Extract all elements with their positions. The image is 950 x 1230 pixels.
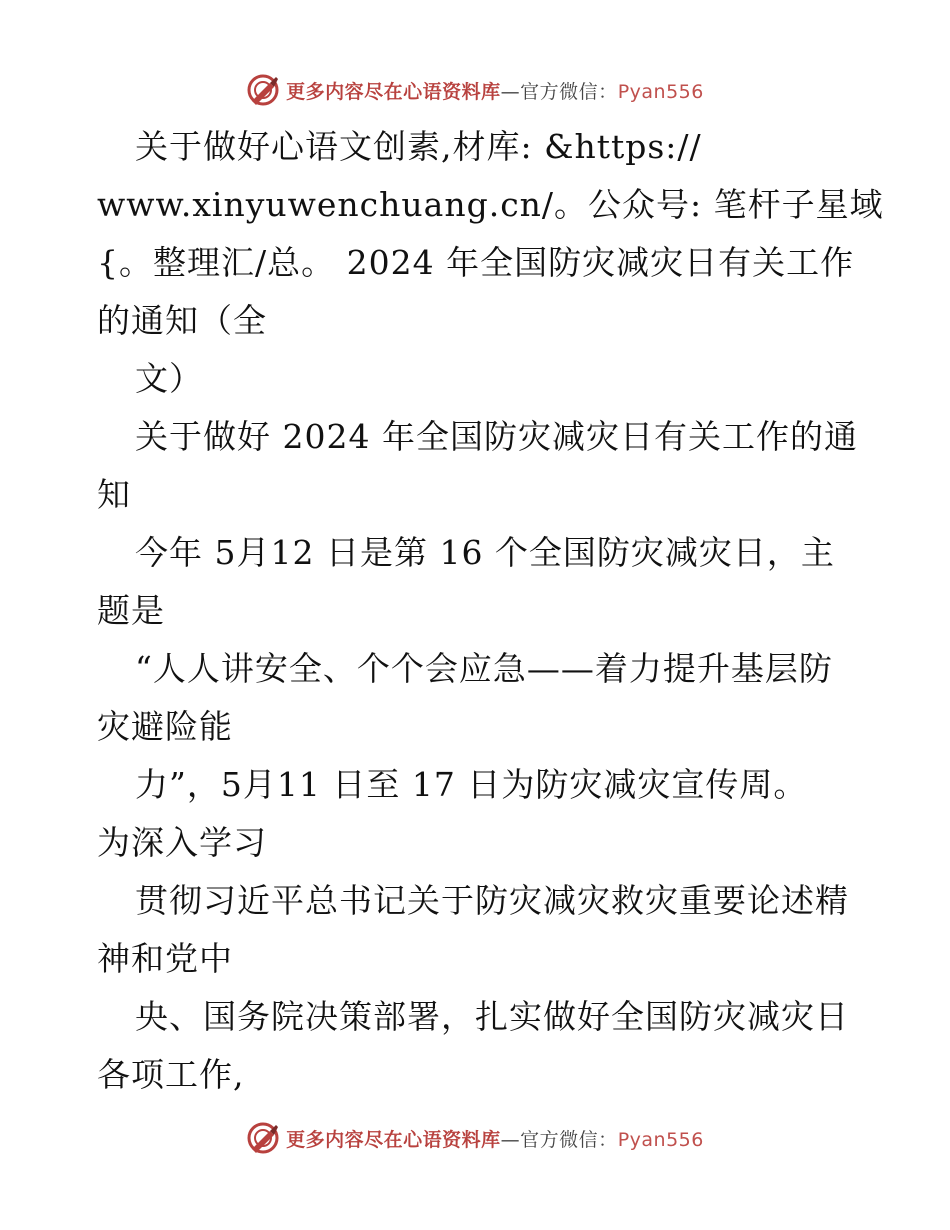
text-line: 各项工作, bbox=[97, 1055, 245, 1094]
text-line: 神和党中 bbox=[97, 939, 233, 978]
text-line: 文） bbox=[135, 359, 203, 398]
text-line: “人人讲安全、个个会应急——着力提升基层防 bbox=[135, 649, 833, 688]
header-banner bbox=[0, 70, 950, 110]
text-line: 题是 bbox=[97, 591, 165, 630]
text-line: 的通知（全 bbox=[97, 301, 267, 340]
text-line: 关于做好心语文创素,材库: &https:// bbox=[135, 127, 702, 166]
text-line: {。整理汇/总。 2024 年全国防灾减灾日有关工作 bbox=[97, 243, 855, 282]
text-line: 力”，5月11 日至 17 日为防灾减灾宣传周。 bbox=[135, 765, 808, 804]
text-line: 关于做好 2024 年全国防灾减灾日有关工作的通 bbox=[135, 417, 858, 456]
text-line: 知 bbox=[97, 475, 131, 514]
text-line: www.xinyuwenchuang.cn/。公众号: 笔杆子星域 bbox=[97, 185, 884, 224]
banner-text: 更多内容尽在心语资料库—官方微信：Pyan556 bbox=[286, 80, 704, 103]
banner-text: 更多内容尽在心语资料库—官方微信：Pyan556 bbox=[286, 1128, 704, 1151]
text-line: 灾避险能 bbox=[97, 707, 233, 746]
pen-logo-icon bbox=[246, 73, 280, 107]
text-line: 贯彻习近平总书记关于防灾减灾救灾重要论述精 bbox=[135, 881, 849, 920]
footer-banner bbox=[0, 1118, 950, 1158]
text-line: 今年 5月12 日是第 16 个全国防灾减灾日，主 bbox=[135, 533, 835, 572]
pen-logo-icon bbox=[246, 1121, 280, 1155]
text-line: 为深入学习 bbox=[97, 823, 267, 862]
text-line: 央、国务院决策部署，扎实做好全国防灾减灾日 bbox=[135, 997, 849, 1036]
